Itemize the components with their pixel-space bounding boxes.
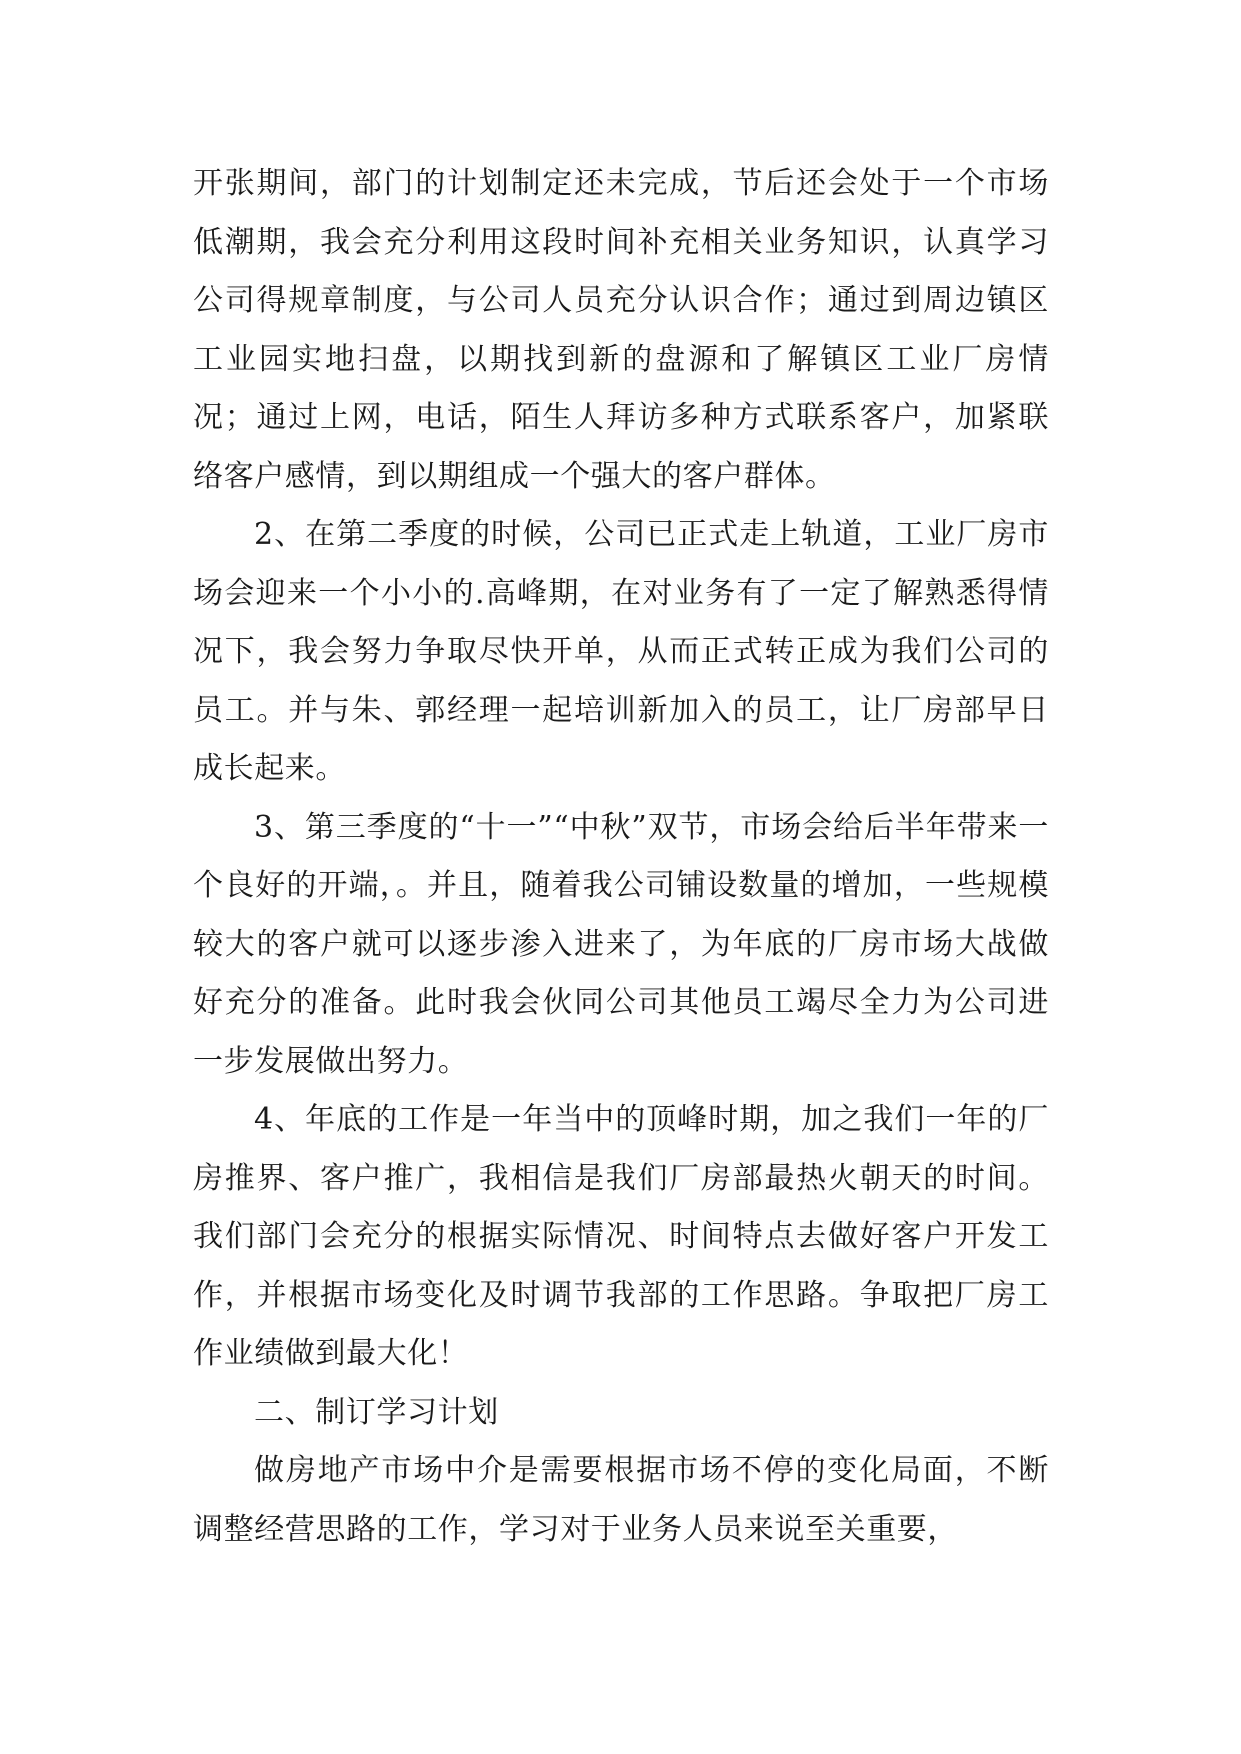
paragraph-year-end: 4、年底的工作是一年当中的顶峰时期，加之我们一年的厂房推界、客户推广，我相信是我们厂房部最热火朝天的时间。我们部门会充分的根据实际情况、时间特点去做好客户开发工作，并根据市场变化及时调节我部的工作思路。争取把厂房工作业绩做到最大化！: [193, 1102, 1049, 1371]
paragraph-plan-intro: 开张期间，部门的计划制定还未完成，节后还会处于一个市场低潮期，我会充分利用这段时间补充相关业务知识，认真学习公司得规章制度，与公司人员充分认识合作；通过到周边镇区工业园实地扫盘，以期找到新的盘源和了解镇区工业厂房情况；通过上网，电话，陌生人拜访多种方式联系客户，加紧联络客户感情，到以期组成一个强大的客户群体。: [193, 166, 1049, 494]
paragraph-second-quarter: 2、在第二季度的时候，公司已正式走上轨道，工业厂房市场会迎来一个小小的.高峰期，在对业务有了一定了解熟悉得情况下，我会努力争取尽快开单，从而正式转正成为我们公司的员工。并与朱、郭经理一起培训新加入的员工，让厂房部早日成长起来。: [193, 517, 1049, 786]
section-heading-study-plan: 二、制订学习计划: [254, 1394, 499, 1430]
paragraph-third-quarter: 3、第三季度的“十一”“中秋”双节，市场会给后半年带来一个良好的开端，。并且，随着我公司铺设数量的增加，一些规模较大的客户就可以逐步渗入进来了，为年底的厂房市场大战做好充分的准备。此时我会伙同公司其他员工竭尽全力为公司进一步发展做出努力。: [193, 809, 1049, 1079]
document-body: [193, 155, 1049, 1559]
paragraph-study-plan: 做房地产市场中介是需要根据市场不停的变化局面，不断调整经营思路的工作，学习对于业务人员来说至关重要，: [193, 1453, 1049, 1547]
